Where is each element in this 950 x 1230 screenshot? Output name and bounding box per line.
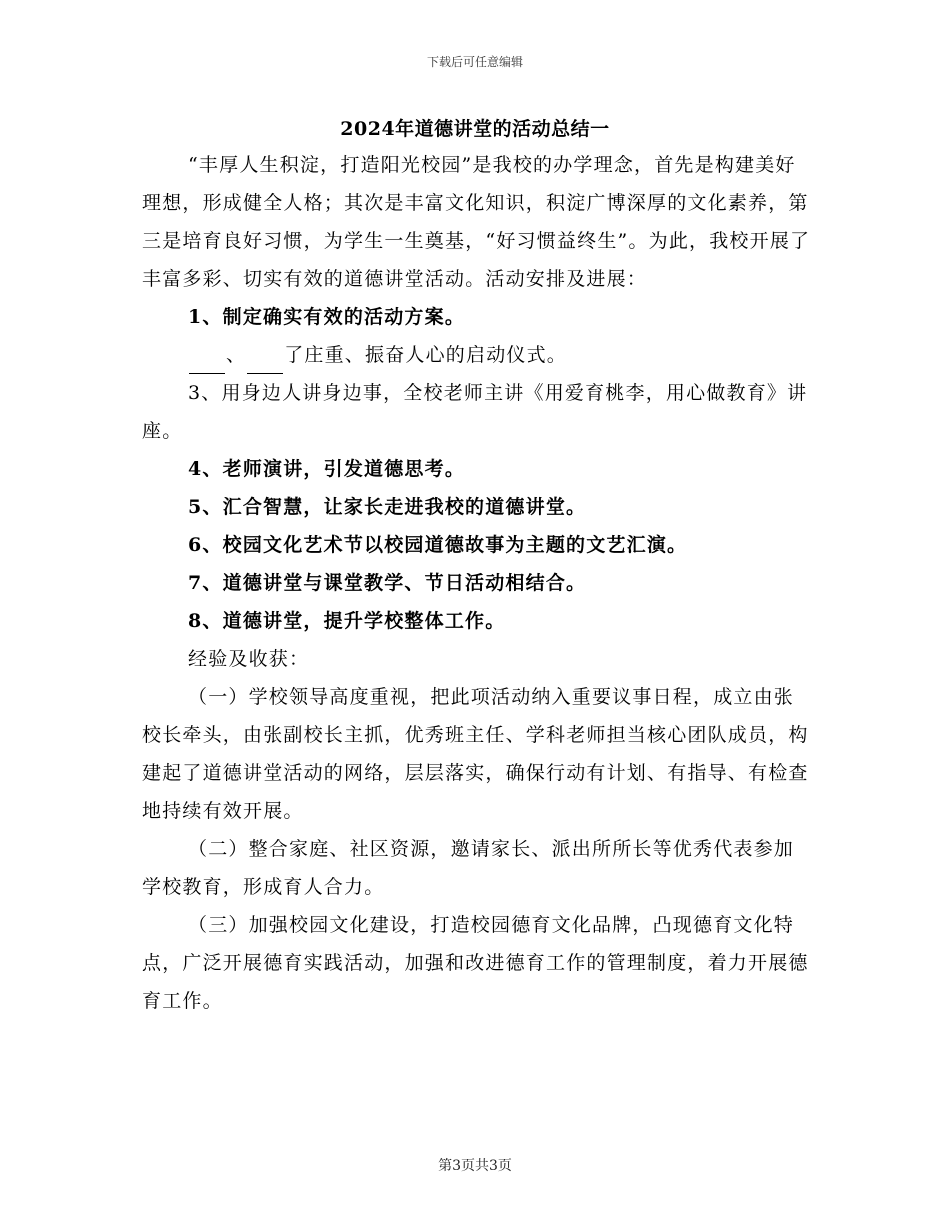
- list-item-6: 6、校园文化艺术节以校园道德故事为主题的文艺汇演。: [188, 534, 688, 556]
- page-number: 第3页共3页: [438, 1158, 512, 1174]
- document-body: [142, 146, 812, 1020]
- document-title: 2024年道德讲堂的活动总结一: [340, 118, 610, 140]
- list-item-2-text: 了庄重、振奋人心的启动仪式。: [284, 344, 568, 366]
- list-item-7: 7、道德讲堂与课堂教学、节日活动相结合。: [188, 572, 587, 594]
- blank-line: [189, 351, 225, 374]
- list-item-4: 4、老师演讲，引发道德思考。: [188, 458, 466, 480]
- list-item-5: 5、汇合智慧，让家长走进我校的道德讲堂。: [188, 496, 587, 518]
- header-note: 下载后可任意编辑: [426, 55, 523, 69]
- list-item-2: [142, 336, 812, 374]
- experience-paragraph-3: （三）加强校园文化建设，打造校园德育文化品牌，凸现德育文化特点，广泛开展德育实践活动，加强和改进德育工作的管理制度，着力开展德育工作。: [142, 914, 809, 1012]
- blank-line: [247, 351, 283, 374]
- list-item-8: 8、道德讲堂，提升学校整体工作。: [188, 610, 506, 632]
- experience-paragraph-1: （一）学校领导高度重视，把此项活动纳入重要议事日程，成立由张校长牵头，由张副校长主抓，优秀班主任、学科老师担当核心团队成员，构建起了道德讲堂活动的网络，层层落实，确保行动有计划、有指导、有检查地持续有效开展。: [142, 686, 809, 822]
- list-item-3: 3、用身边人讲身边事，全校老师主讲《用爱育桃李，用心做教育》讲座。: [142, 382, 808, 442]
- intro-paragraph: “丰厚人生积淀，打造阳光校园”是我校的办学理念，首先是构建美好理想，形成健全人格；其次是丰富文化知识，积淀广博深厚的文化素养，第三是培育良好习惯，为学生一生奠基，“好习惯益终生”。为此，我校开展了丰富多彩、切实有效的道德讲堂活动。活动安排及进展：: [142, 154, 811, 290]
- list-item-1: 1、制定确实有效的活动方案。: [188, 306, 466, 328]
- experience-heading: 经验及收获：: [188, 648, 310, 670]
- list-item-2-separator: 、: [226, 344, 247, 366]
- experience-paragraph-2: （二）整合家庭、社区资源，邀请家长、派出所所长等优秀代表参加学校教育，形成育人合力。: [142, 838, 795, 898]
